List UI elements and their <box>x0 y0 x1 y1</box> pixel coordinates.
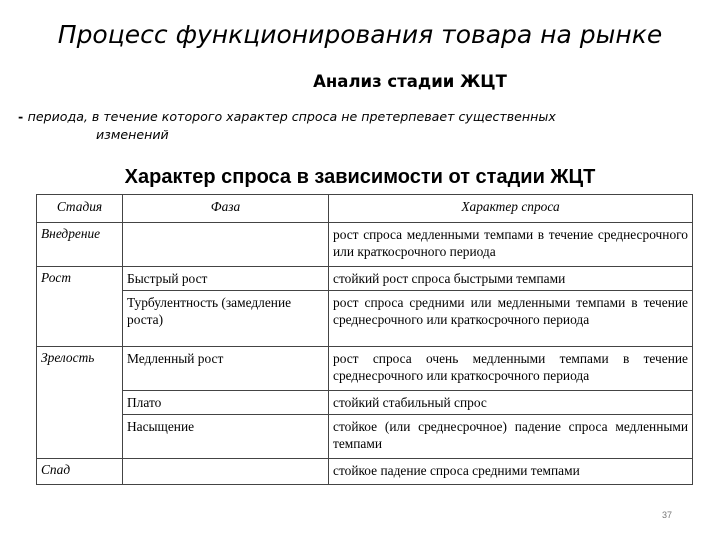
stage-cell: Зрелость <box>37 347 123 391</box>
table-row <box>37 267 693 291</box>
definition-line-1: периода, в течение которого характер спроса не претерпевает существенных <box>27 109 556 124</box>
demand-cell: рост спроса очень медленными темпами в течение среднесрочного или краткосрочного периода <box>329 347 693 391</box>
column-header-phase: Фаза <box>123 195 329 223</box>
demand-cell: стойкое падение спроса средними темпами <box>329 459 693 485</box>
page-subtitle: Анализ стадии ЖЦТ <box>313 72 507 91</box>
phase-cell <box>123 459 329 485</box>
definition-line-2: изменений <box>96 127 169 142</box>
phase-cell: Плато <box>123 391 329 415</box>
stage-cell <box>37 391 123 415</box>
table-row <box>37 223 693 267</box>
definition-dash: - <box>18 109 28 124</box>
column-header-stage: Стадия <box>37 195 123 223</box>
phase-cell: Медленный рост <box>123 347 329 391</box>
stage-cell: Рост <box>37 267 123 291</box>
demand-cell: рост спроса средними или медленными темпами в течение среднесрочного или краткосрочного периода <box>329 291 693 347</box>
phase-cell: Турбулентность (замедление роста) <box>123 291 329 347</box>
demand-table <box>36 194 693 485</box>
page-title: Процесс функционирования товара на рынке <box>57 20 663 49</box>
table-row <box>37 415 693 459</box>
phase-cell: Быстрый рост <box>123 267 329 291</box>
stage-cell: Спад <box>37 459 123 485</box>
phase-cell: Насыщение <box>123 415 329 459</box>
table-row <box>37 291 693 347</box>
stage-cell: Внедрение <box>37 223 123 267</box>
definition-text <box>18 108 708 144</box>
demand-cell: рост спроса медленными темпами в течение среднесрочного или краткосрочного периода <box>329 223 693 267</box>
table-title: Характер спроса в зависимости от стадии ЖЦТ <box>124 166 596 188</box>
table-row <box>37 347 693 391</box>
table-row <box>37 391 693 415</box>
table-row <box>37 459 693 485</box>
stage-cell <box>37 291 123 347</box>
demand-cell: стойкий стабильный спрос <box>329 391 693 415</box>
stage-cell <box>37 415 123 459</box>
phase-cell <box>123 223 329 267</box>
demand-cell: стойкое (или среднесрочное) падение спроса медленными темпами <box>329 415 693 459</box>
table-header-row <box>37 195 693 223</box>
demand-cell: стойкий рост спроса быстрыми темпами <box>329 267 693 291</box>
page-number: 37 <box>662 510 673 520</box>
column-header-demand: Характер спроса <box>329 195 693 223</box>
